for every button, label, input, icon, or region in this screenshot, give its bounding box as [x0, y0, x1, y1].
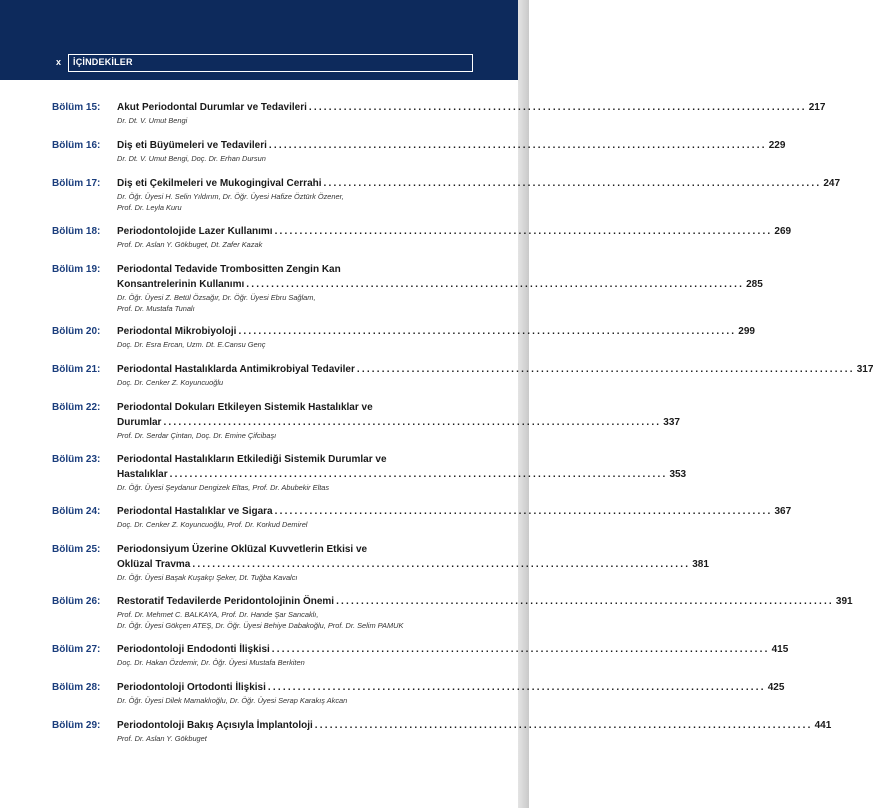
dot-leader: .................................................................................................... [308, 102, 807, 113]
chapter-page: 247 [823, 178, 841, 189]
page-number: x [56, 57, 62, 67]
chapter-title: Periodontoloji Endodonti İlişkisi [117, 644, 270, 655]
dot-leader: .................................................................................................... [192, 559, 691, 570]
chapter-label: Bölüm 28: [52, 682, 101, 693]
chapter-title-line[interactable] [117, 682, 785, 695]
chapter-page: 441 [814, 720, 832, 731]
chapter-authors: Dr. Öğr. Üyesi Z. Betül Özsağır, Dr. Öğr. Üyesi Ebru Sağlam, [117, 293, 316, 302]
chapter-title: Diş eti Büyümeleri ve Tedavileri [117, 140, 267, 151]
dot-leader: .................................................................................................... [274, 506, 773, 517]
chapter-title-line[interactable] [117, 644, 789, 657]
dot-leader: .................................................................................................... [271, 644, 770, 655]
chapter-title: Restoratif Tedavilerde Peridontolojinin Önemi [117, 596, 335, 607]
chapter-page: 229 [768, 140, 786, 151]
chapter-title: Periodontoloji Bakış Açısıyla İmplantoloji [117, 720, 313, 731]
chapter-title-first-line[interactable]: Periodonsiyum Üzerine Oklüzal Kuvvetlerin Etkisi ve [117, 544, 368, 555]
chapter-page: 425 [767, 682, 785, 693]
chapter-page: 353 [669, 469, 687, 480]
chapter-label: Bölüm 18: [52, 226, 101, 237]
chapter-label: Bölüm 15: [52, 102, 101, 113]
chapter-label: Bölüm 22: [52, 402, 101, 413]
chapter-label: Bölüm 23: [52, 454, 101, 465]
chapter-page: 367 [774, 506, 792, 517]
chapter-authors: Dr. Öğr. Üyesi H. Selin Yıldırım, Dr. Öğr. Üyesi Hafize Öztürk Özener, [117, 192, 344, 201]
chapter-title-line[interactable] [117, 364, 873, 377]
chapter-title: Durumlar [117, 417, 162, 428]
chapter-title-first-line[interactable]: Periodontal Tedavide Trombositten Zengin Kan [117, 264, 341, 275]
chapter-title: Periodontolojide Lazer Kullanımı [117, 226, 273, 237]
chapter-authors: Doç. Dr. Esra Ercan, Uzm. Dt. E.Cansu Genç [117, 340, 266, 349]
chapter-label: Bölüm 20: [52, 326, 101, 337]
chapter-title: Periodontal Mikrobiyoloji [117, 326, 237, 337]
chapter-title: Diş eti Çekilmeleri ve Mukogingival Cerrahi [117, 178, 322, 189]
chapter-title: Periodontal Hastalıklar ve Sigara [117, 506, 273, 517]
chapter-title-line[interactable] [117, 102, 826, 115]
chapter-label: Bölüm 21: [52, 364, 101, 375]
chapter-authors: Prof. Dr. Aslan Y. Gökbuget [117, 734, 207, 743]
chapter-title-first-line[interactable]: Periodontal Hastalıkların Etkilediği Sistemik Durumlar ve [117, 454, 387, 465]
chapter-page: 317 [856, 364, 873, 375]
chapter-authors: Prof. Dr. Serdar Çintan, Doç. Dr. Emine Çifcibaşı [117, 431, 277, 440]
chapter-authors: Dr. Öğr. Üyesi Gökçen ATEŞ, Dr. Öğr. Üyesi Behiye Dabakoğlu, Prof. Dr. Selim PAMUK [117, 621, 404, 630]
chapter-page: 217 [808, 102, 826, 113]
chapter-authors: Dr. Öğr. Üyesi Şeydanur Dengizek Eltas, Prof. Dr. Abubekir Eltas [117, 483, 330, 492]
chapter-authors: Doç. Dr. Cenker Z. Koyuncuoğlu [117, 378, 224, 387]
chapter-title: Periodontal Hastalıklarda Antimikrobiyal Tedaviler [117, 364, 355, 375]
chapter-title: Oklüzal Travma [117, 559, 191, 570]
chapter-title-line[interactable] [117, 506, 792, 519]
chapter-title: Periodontoloji Ortodonti İlişkisi [117, 682, 266, 693]
dot-leader: .................................................................................................... [169, 469, 668, 480]
chapter-page: 285 [746, 279, 763, 290]
chapter-title-line[interactable] [117, 469, 687, 482]
chapter-page: 415 [771, 644, 789, 655]
dot-leader: .................................................................................................... [163, 417, 662, 428]
chapter-label: Bölüm 24: [52, 506, 101, 517]
chapter-title: Akut Periodontal Durumlar ve Tedavileri [117, 102, 307, 113]
dot-leader: .................................................................................................... [246, 279, 745, 290]
chapter-authors: Dr. Dt. V. Umut Bengi, Doç. Dr. Erhan Dursun [117, 154, 266, 163]
chapter-label: Bölüm 19: [52, 264, 101, 275]
chapter-label: Bölüm 26: [52, 596, 101, 607]
dot-leader: .................................................................................................... [336, 596, 834, 607]
chapter-authors: Prof. Dr. Leyla Kuru [117, 203, 182, 212]
chapter-title-first-line[interactable]: Periodontal Dokuları Etkileyen Sistemik Hastalıklar ve [117, 402, 373, 413]
chapter-label: Bölüm 17: [52, 178, 101, 189]
chapter-title-line[interactable] [117, 178, 841, 191]
dot-leader: .................................................................................................... [356, 364, 855, 375]
chapter-title-line[interactable] [117, 226, 792, 239]
dot-leader: .................................................................................................... [323, 178, 822, 189]
chapter-title-line[interactable] [117, 417, 680, 430]
chapter-title-line[interactable] [117, 559, 709, 572]
page-title: İÇİNDEKİLER [73, 57, 133, 67]
chapter-authors: Prof. Dr. Aslan Y. Gökbuget, Dt. Zafer Kazak [117, 240, 263, 249]
chapter-label: Bölüm 29: [52, 720, 101, 731]
dot-leader: .................................................................................................... [268, 140, 767, 151]
dot-leader: .................................................................................................... [267, 682, 766, 693]
chapter-page: 337 [663, 417, 680, 428]
chapter-title-line[interactable] [117, 596, 853, 609]
chapter-authors: Doç. Dr. Cenker Z. Koyuncuoğlu, Prof. Dr. Korkud Demirel [117, 520, 308, 529]
chapter-authors: Dr. Öğr. Üyesi Dilek Mamaklıoğlu, Dr. Öğr. Üyesi Serap Karakış Akcan [117, 696, 348, 705]
chapter-page: 269 [774, 226, 792, 237]
chapter-page: 299 [738, 326, 755, 337]
chapter-title-line[interactable] [117, 326, 755, 339]
chapter-label: Bölüm 25: [52, 544, 101, 555]
chapter-title-line[interactable] [117, 279, 763, 292]
chapter-title: Hastalıklar [117, 469, 168, 480]
dot-leader: .................................................................................................... [274, 226, 773, 237]
chapter-title-line[interactable] [117, 720, 832, 733]
chapter-title: Konsantrelerinin Kullanımı [117, 279, 245, 290]
chapter-authors: Dr. Öğr. Üyesi Başak Kuşakçı Şeker, Dt. Tuğba Kavalcı [117, 573, 298, 582]
chapter-label: Bölüm 27: [52, 644, 101, 655]
chapter-authors: Prof. Dr. Mehmet C. BALKAYA, Prof. Dr. Hande Şar Sancaklı, [117, 610, 319, 619]
chapter-authors: Dr. Dt. V. Umut Bengi [117, 116, 188, 125]
chapter-label: Bölüm 16: [52, 140, 101, 151]
dot-leader: .................................................................................................... [314, 720, 813, 731]
chapter-authors: Prof. Dr. Mustafa Tunalı [117, 304, 195, 313]
chapter-authors: Doç. Dr. Hakan Özdemir, Dr. Öğr. Üyesi Mustafa Berkiten [117, 658, 305, 667]
chapter-page: 391 [835, 596, 853, 607]
chapter-title-line[interactable] [117, 140, 786, 153]
dot-leader: .................................................................................................... [238, 326, 737, 337]
chapter-page: 381 [692, 559, 709, 570]
